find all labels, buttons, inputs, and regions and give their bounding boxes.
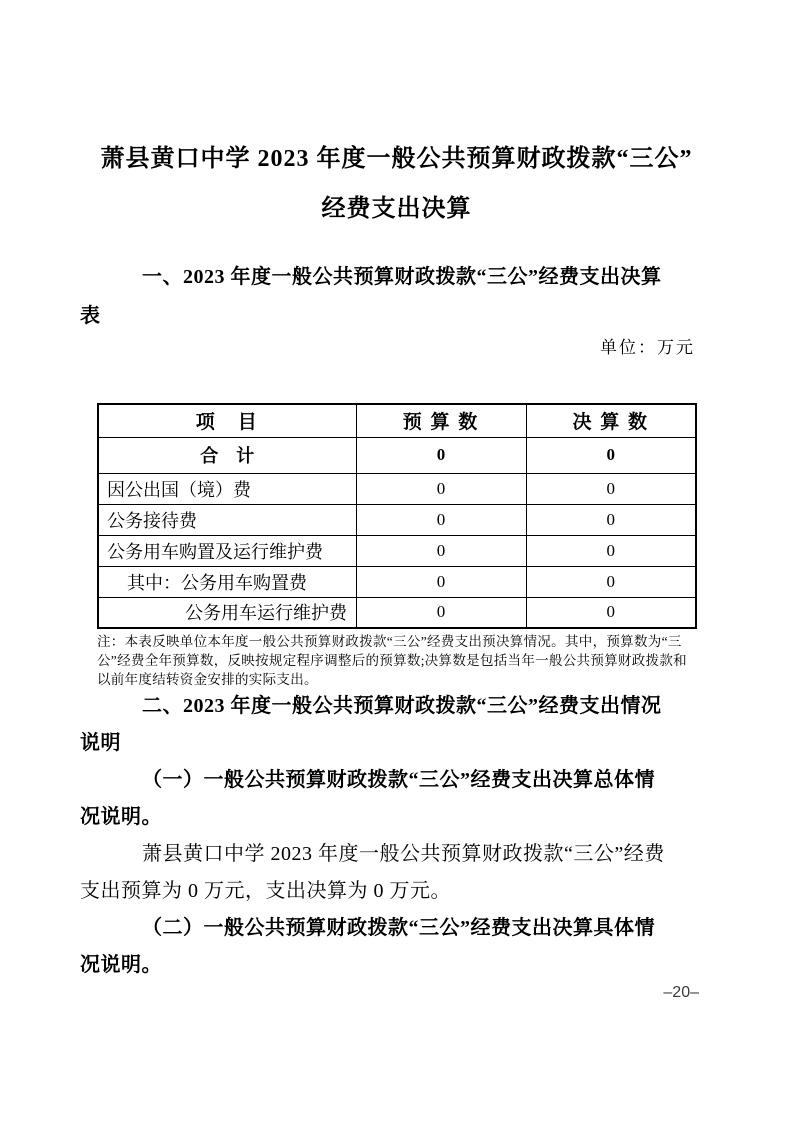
sub1-heading-line-1: （一）一般公共预算财政拨款“三公”经费支出决算总体情 [142, 769, 655, 791]
column-header-final: 决 算 数 [526, 404, 696, 437]
final-value: 0 [526, 566, 696, 597]
column-header-budget: 预 算 数 [356, 404, 526, 437]
budget-value: 0 [356, 437, 526, 473]
title-line-1: 萧县黄口中学 2023 年度一般公共预算财政拨款“三公” [100, 146, 693, 172]
sub1-body-line-1: 萧县黄口中学 2023 年度一般公共预算财政拨款“三公”经费 [142, 843, 665, 865]
section2-heading-line-1: 二、2023 年度一般公共预算财政拨款“三公”经费支出情况 [142, 695, 662, 717]
budget-value: 0 [356, 504, 526, 535]
table-row-vehicle-maintenance [98, 597, 696, 628]
table-row-abroad [98, 473, 696, 504]
budget-value: 0 [356, 597, 526, 628]
table-note [97, 632, 715, 689]
section1-heading-line-2: 表 [80, 305, 101, 327]
unit-label: 单位：万元 [600, 338, 695, 357]
row-label: 合 计 [98, 437, 356, 473]
row-label: 公务用车购置及运行维护费 [98, 535, 356, 566]
final-value: 0 [526, 504, 696, 535]
three-public-expense-table [97, 403, 697, 629]
sub2-heading-line-1: （二）一般公共预算财政拨款“三公”经费支出决算具体情 [142, 917, 655, 939]
table-header-row [98, 404, 696, 437]
table-row-vehicle-purchase [98, 566, 696, 597]
note-line-3: 以前年度结转资金安排的实际支出。 [97, 672, 318, 687]
section2-body [80, 688, 725, 984]
row-label: 因公出国（境）费 [98, 473, 356, 504]
page-number: –20– [663, 984, 699, 1001]
column-header-item: 项 目 [98, 404, 356, 437]
budget-value: 0 [356, 535, 526, 566]
row-label: 公务用车运行维护费 [98, 597, 356, 628]
table-row-vehicle-total [98, 535, 696, 566]
section1-heading-line-1: 一、2023 年度一般公共预算财政拨款“三公”经费支出决算 [142, 266, 662, 288]
final-value: 0 [526, 597, 696, 628]
sub2-heading-line-2: 况说明。 [80, 954, 162, 976]
table-row-total [98, 437, 696, 473]
final-value: 0 [526, 437, 696, 473]
final-value: 0 [526, 473, 696, 504]
section2-heading-line-2: 说明 [80, 732, 121, 754]
title-line-2: 经费支出决算 [321, 196, 472, 222]
document-title [0, 134, 793, 234]
note-line-2: 公”经费全年预算数，反映按规定程序调整后的预算数;决算数是包括当年一般公共预算财政拨款和 [97, 653, 687, 668]
row-label: 其中：公务用车购置费 [98, 566, 356, 597]
table-row-reception [98, 504, 696, 535]
budget-value: 0 [356, 566, 526, 597]
budget-value: 0 [356, 473, 526, 504]
final-value: 0 [526, 535, 696, 566]
row-label: 公务接待费 [98, 504, 356, 535]
sub1-body-line-2: 支出预算为 0 万元，支出决算为 0 万元。 [80, 880, 451, 902]
section1-heading [80, 258, 725, 336]
sub1-heading-line-2: 况说明。 [80, 806, 162, 828]
note-line-1: 注：本表反映单位本年度一般公共预算财政拨款“三公”经费支出预决算情况。其中，预算数为“三 [97, 634, 682, 649]
